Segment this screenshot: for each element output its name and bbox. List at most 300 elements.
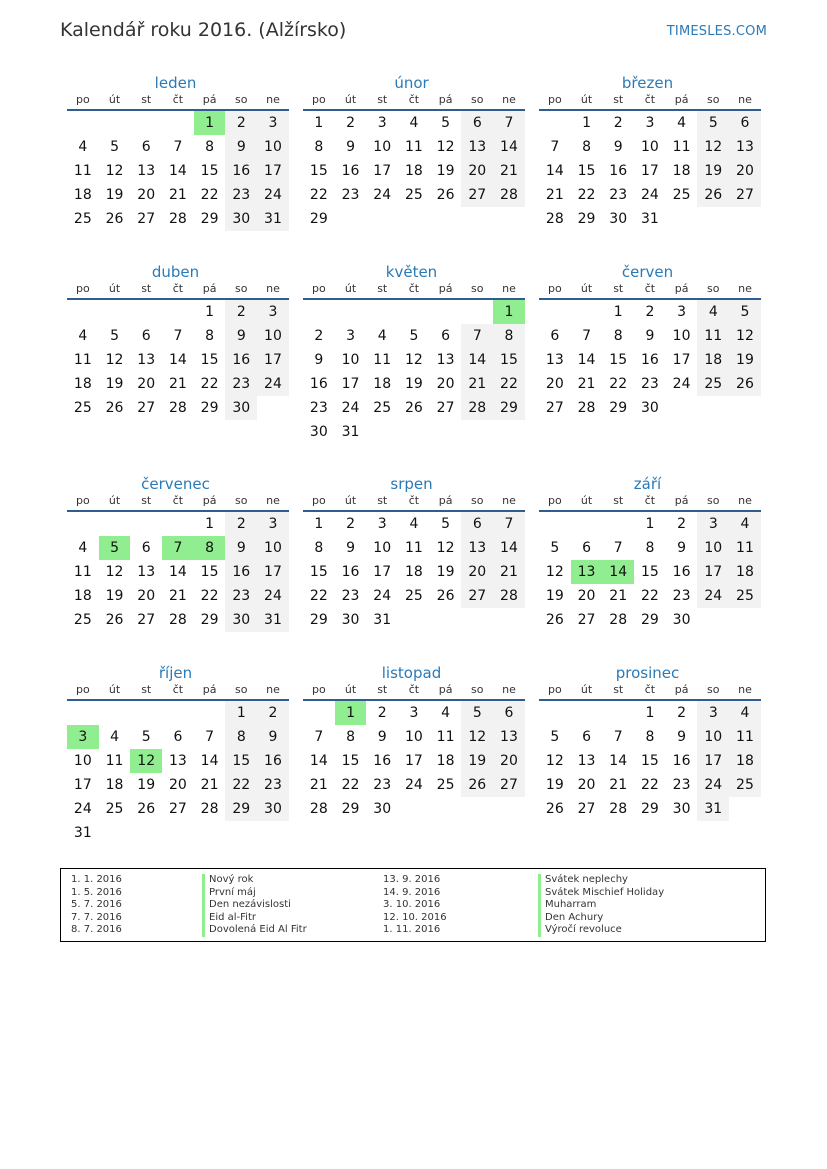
day-cell: 5 xyxy=(110,328,119,344)
day-cell: 6 xyxy=(141,139,151,155)
day-cell: 7 xyxy=(461,324,493,348)
day-cell: 5 xyxy=(441,115,451,131)
empty-cell xyxy=(461,207,493,231)
day-cell: 26 xyxy=(729,372,761,396)
day-cell: 4 xyxy=(110,729,119,745)
day-cell: 21 xyxy=(168,588,187,604)
month-červen xyxy=(539,261,761,420)
weekday-label: st xyxy=(141,282,152,295)
day-cell: 4 xyxy=(697,300,729,324)
day-cell: 29 xyxy=(577,211,596,227)
day-cell: 5 xyxy=(441,516,451,532)
month-name: leden xyxy=(154,74,197,92)
day-cell: 10 xyxy=(257,536,289,560)
day-cell: 9 xyxy=(225,536,257,560)
holiday-name: Výročí revoluce xyxy=(538,924,664,937)
weekday-label: čt xyxy=(644,683,656,696)
day-cell: 25 xyxy=(436,777,455,793)
day-cell: 23 xyxy=(341,588,360,604)
empty-cell xyxy=(257,396,289,420)
site-link[interactable]: TIMESLES.COM xyxy=(666,24,767,39)
day-cell: 14 xyxy=(493,135,525,159)
empty-cell xyxy=(130,701,162,725)
day-cell: 7 xyxy=(613,729,623,745)
holiday-date: 5. 7. 2016 xyxy=(71,899,122,910)
day-cell: 21 xyxy=(493,159,525,183)
day-cell: 30 xyxy=(640,400,659,416)
weekday-label: so xyxy=(235,494,248,507)
weekday-label: so xyxy=(471,282,484,295)
day-cell: 27 xyxy=(577,612,596,628)
weekday-label: pá xyxy=(438,93,453,106)
day-cell: 12 xyxy=(105,564,124,580)
day-cell: 31 xyxy=(257,608,289,632)
day-cell: 11 xyxy=(729,536,761,560)
holiday-name: Den Achury xyxy=(538,912,664,925)
day-cell: 13 xyxy=(137,163,156,179)
day-cell: 16 xyxy=(225,348,257,372)
day-cell: 21 xyxy=(168,187,187,203)
day-cell: 10 xyxy=(257,324,289,348)
month-listopad xyxy=(303,662,525,821)
month-prosinec xyxy=(539,662,761,821)
day-cell: 28 xyxy=(461,396,493,420)
day-cell: 2 xyxy=(346,115,355,131)
day-cell: 15 xyxy=(640,753,659,769)
month-name: únor xyxy=(394,74,429,92)
day-cell: 4 xyxy=(78,540,88,556)
day-cell: 15 xyxy=(640,564,659,580)
day-cell: 27 xyxy=(436,400,455,416)
day-cell: 18 xyxy=(404,564,423,580)
empty-cell xyxy=(67,701,99,725)
day-cell: 21 xyxy=(309,777,328,793)
day-cell: 24 xyxy=(640,187,659,203)
empty-cell xyxy=(602,701,634,725)
day-cell: 4 xyxy=(729,512,761,536)
day-cell: 21 xyxy=(168,376,187,392)
day-cell: 13 xyxy=(577,753,596,769)
holiday-name: Svátek neplechy xyxy=(538,874,664,887)
day-grid xyxy=(67,111,289,231)
weekday-label: so xyxy=(707,282,720,295)
day-cell: 18 xyxy=(436,753,455,769)
day-cell: 18 xyxy=(105,777,124,793)
weekday-label: st xyxy=(377,282,388,295)
weekday-label: po xyxy=(547,494,562,507)
day-cell: 17 xyxy=(697,749,729,773)
empty-cell xyxy=(430,420,462,444)
weekday-label: so xyxy=(235,282,248,295)
day-cell: 23 xyxy=(309,400,328,416)
empty-cell xyxy=(398,608,430,632)
day-cell: 4 xyxy=(677,115,687,131)
day-cell: 22 xyxy=(200,187,219,203)
weekday-label: čt xyxy=(408,282,420,295)
day-cell: 7 xyxy=(582,328,591,344)
empty-cell xyxy=(303,300,335,324)
empty-cell xyxy=(539,300,571,324)
day-cell: 1 xyxy=(645,705,655,721)
day-cell: 3 xyxy=(257,300,289,324)
day-cell: 2 xyxy=(613,115,623,131)
empty-cell xyxy=(398,300,430,324)
weekday-label: ne xyxy=(266,494,280,507)
day-cell: 10 xyxy=(672,328,691,344)
day-cell: 17 xyxy=(341,376,360,392)
empty-cell xyxy=(335,300,367,324)
day-cell: 17 xyxy=(257,348,289,372)
empty-cell xyxy=(366,300,398,324)
day-cell: 18 xyxy=(729,749,761,773)
day-cell: 23 xyxy=(225,183,257,207)
legend-dates-right xyxy=(383,874,447,937)
day-cell: 20 xyxy=(137,187,156,203)
day-cell: 4 xyxy=(377,328,387,344)
day-cell: 19 xyxy=(461,749,493,773)
empty-cell xyxy=(571,512,603,536)
weekday-label: po xyxy=(311,93,326,106)
day-cell: 4 xyxy=(441,705,451,721)
day-cell: 30 xyxy=(373,801,392,817)
day-cell: 1 xyxy=(225,701,257,725)
weekday-header xyxy=(303,91,525,111)
day-cell: 27 xyxy=(461,183,493,207)
day-cell: 4 xyxy=(729,701,761,725)
weekday-header xyxy=(67,280,289,300)
day-cell: 6 xyxy=(729,111,761,135)
day-cell: 23 xyxy=(640,376,659,392)
empty-cell xyxy=(162,512,194,536)
day-cell: 2 xyxy=(225,512,257,536)
day-cell: 6 xyxy=(582,729,591,745)
weekday-label: so xyxy=(471,494,484,507)
day-cell: 18 xyxy=(729,560,761,584)
day-cell: 17 xyxy=(404,753,423,769)
weekday-label: čt xyxy=(172,282,184,295)
day-cell: 16 xyxy=(341,163,360,179)
weekday-header xyxy=(67,681,289,701)
day-grid xyxy=(303,300,525,444)
holiday-name: Den nezávislosti xyxy=(202,899,307,912)
day-cell: 28 xyxy=(168,400,187,416)
weekday-label: st xyxy=(613,494,624,507)
day-cell: 7 xyxy=(613,540,623,556)
day-cell: 14 xyxy=(577,352,596,368)
holiday-day: 13 xyxy=(571,560,603,584)
day-cell: 4 xyxy=(78,139,88,155)
month-name: září xyxy=(633,475,662,493)
day-cell: 11 xyxy=(697,324,729,348)
weekday-label: so xyxy=(235,93,248,106)
day-cell: 25 xyxy=(404,588,423,604)
day-cell: 19 xyxy=(105,588,124,604)
weekday-label: ne xyxy=(738,494,752,507)
day-cell: 28 xyxy=(493,584,525,608)
day-cell: 24 xyxy=(73,801,92,817)
day-cell: 2 xyxy=(257,701,289,725)
day-cell: 28 xyxy=(168,612,187,628)
weekday-label: čt xyxy=(172,93,184,106)
day-cell: 1 xyxy=(645,516,655,532)
weekday-label: út xyxy=(580,93,593,106)
day-cell: 28 xyxy=(493,183,525,207)
empty-cell xyxy=(430,608,462,632)
day-cell: 16 xyxy=(640,352,659,368)
weekday-label: ne xyxy=(738,683,752,696)
day-cell: 17 xyxy=(640,163,659,179)
holiday-date: 8. 7. 2016 xyxy=(71,924,122,935)
day-cell: 1 xyxy=(613,304,623,320)
day-cell: 16 xyxy=(609,163,628,179)
page-title: Kalendář roku 2016. (Alžírsko) xyxy=(60,19,347,41)
empty-cell xyxy=(539,512,571,536)
day-cell: 27 xyxy=(137,211,156,227)
month-srpen xyxy=(303,473,525,632)
day-cell: 15 xyxy=(309,163,328,179)
empty-cell xyxy=(493,797,525,821)
day-cell: 4 xyxy=(409,115,419,131)
day-cell: 23 xyxy=(341,187,360,203)
day-cell: 24 xyxy=(697,584,729,608)
empty-cell xyxy=(162,111,194,135)
day-cell: 28 xyxy=(200,801,219,817)
day-cell: 10 xyxy=(341,352,360,368)
day-cell: 14 xyxy=(545,163,564,179)
day-cell: 10 xyxy=(697,725,729,749)
weekday-label: ne xyxy=(738,93,752,106)
month-name: prosinec xyxy=(615,664,680,682)
day-cell: 23 xyxy=(672,588,691,604)
day-cell: 25 xyxy=(73,211,92,227)
weekday-label: ne xyxy=(266,683,280,696)
day-cell: 24 xyxy=(257,372,289,396)
month-name: květen xyxy=(385,263,438,281)
day-cell: 6 xyxy=(173,729,183,745)
day-cell: 19 xyxy=(436,564,455,580)
weekday-label: po xyxy=(311,683,326,696)
day-cell: 26 xyxy=(105,211,124,227)
day-cell: 25 xyxy=(672,187,691,203)
day-cell: 30 xyxy=(609,211,628,227)
empty-cell xyxy=(697,396,729,420)
empty-cell xyxy=(729,797,761,821)
day-cell: 9 xyxy=(377,729,387,745)
day-cell: 5 xyxy=(409,328,419,344)
day-cell: 16 xyxy=(225,560,257,584)
empty-cell xyxy=(225,821,257,845)
weekday-label: pá xyxy=(438,282,453,295)
day-cell: 29 xyxy=(200,211,219,227)
day-grid xyxy=(539,111,761,231)
day-cell: 13 xyxy=(461,135,493,159)
day-cell: 30 xyxy=(225,608,257,632)
empty-cell xyxy=(67,512,99,536)
day-cell: 31 xyxy=(697,797,729,821)
day-cell: 7 xyxy=(493,512,525,536)
day-cell: 31 xyxy=(341,424,360,440)
day-cell: 29 xyxy=(640,801,659,817)
empty-cell xyxy=(162,701,194,725)
day-cell: 31 xyxy=(373,612,392,628)
day-cell: 20 xyxy=(493,749,525,773)
day-cell: 20 xyxy=(577,777,596,793)
day-cell: 9 xyxy=(225,135,257,159)
day-cell: 2 xyxy=(225,300,257,324)
day-cell: 20 xyxy=(137,588,156,604)
day-cell: 8 xyxy=(205,328,215,344)
day-cell: 26 xyxy=(137,801,156,817)
weekday-label: út xyxy=(580,683,593,696)
day-cell: 24 xyxy=(341,400,360,416)
day-cell: 8 xyxy=(205,139,215,155)
day-cell: 17 xyxy=(257,159,289,183)
day-cell: 28 xyxy=(609,612,628,628)
weekday-label: st xyxy=(377,494,388,507)
empty-cell xyxy=(67,300,99,324)
day-cell: 19 xyxy=(436,163,455,179)
month-leden xyxy=(67,72,289,231)
weekday-label: so xyxy=(707,683,720,696)
day-grid xyxy=(67,512,289,632)
weekday-label: čt xyxy=(408,494,420,507)
day-cell: 22 xyxy=(640,588,659,604)
day-cell: 28 xyxy=(609,801,628,817)
empty-cell xyxy=(194,701,226,725)
month-name: říjen xyxy=(158,664,193,682)
day-cell: 24 xyxy=(672,376,691,392)
weekday-label: čt xyxy=(644,494,656,507)
day-cell: 3 xyxy=(377,516,387,532)
day-cell: 13 xyxy=(137,352,156,368)
empty-cell xyxy=(130,300,162,324)
day-cell: 16 xyxy=(672,564,691,580)
day-cell: 4 xyxy=(78,328,88,344)
day-cell: 11 xyxy=(73,163,92,179)
day-cell: 30 xyxy=(225,207,257,231)
holiday-day: 7 xyxy=(162,536,194,560)
day-grid xyxy=(539,701,761,821)
day-cell: 5 xyxy=(550,540,560,556)
holiday-day: 1 xyxy=(194,111,226,135)
day-cell: 2 xyxy=(346,516,355,532)
weekday-label: čt xyxy=(408,683,420,696)
day-cell: 8 xyxy=(225,725,257,749)
weekday-header xyxy=(303,492,525,512)
day-cell: 1 xyxy=(314,516,324,532)
day-cell: 22 xyxy=(200,376,219,392)
day-cell: 25 xyxy=(729,773,761,797)
weekday-header xyxy=(67,91,289,111)
holiday-date: 14. 9. 2016 xyxy=(383,886,441,898)
day-cell: 3 xyxy=(645,115,655,131)
holiday-day: 3 xyxy=(67,725,99,749)
weekday-label: pá xyxy=(202,683,217,696)
day-cell: 26 xyxy=(436,588,455,604)
holiday-day: 8 xyxy=(194,536,226,560)
day-cell: 10 xyxy=(373,540,392,556)
weekday-header xyxy=(539,91,761,111)
day-cell: 25 xyxy=(373,400,392,416)
day-cell: 1 xyxy=(314,115,324,131)
day-grid xyxy=(67,701,289,845)
weekday-label: st xyxy=(377,683,388,696)
day-cell: 11 xyxy=(73,352,92,368)
weekday-header xyxy=(67,492,289,512)
legend-dates-left xyxy=(71,874,122,937)
day-cell: 21 xyxy=(545,187,564,203)
day-cell: 17 xyxy=(697,560,729,584)
day-cell: 5 xyxy=(141,729,151,745)
day-cell: 19 xyxy=(545,588,564,604)
day-cell: 26 xyxy=(105,612,124,628)
weekday-header xyxy=(539,280,761,300)
empty-cell xyxy=(697,608,729,632)
day-cell: 30 xyxy=(225,396,257,420)
day-cell: 12 xyxy=(436,139,455,155)
day-cell: 4 xyxy=(409,516,419,532)
empty-cell xyxy=(398,797,430,821)
day-cell: 3 xyxy=(697,701,729,725)
weekday-label: po xyxy=(547,683,562,696)
day-cell: 15 xyxy=(200,352,219,368)
day-cell: 7 xyxy=(205,729,215,745)
day-cell: 8 xyxy=(314,540,324,556)
day-cell: 7 xyxy=(314,729,324,745)
day-cell: 5 xyxy=(729,300,761,324)
day-cell: 12 xyxy=(105,352,124,368)
day-cell: 25 xyxy=(105,801,124,817)
weekday-label: pá xyxy=(438,494,453,507)
holiday-date: 1. 1. 2016 xyxy=(71,874,122,885)
day-cell: 22 xyxy=(609,376,628,392)
empty-cell xyxy=(99,512,131,536)
legend-names-left xyxy=(202,874,307,937)
day-cell: 16 xyxy=(225,159,257,183)
day-cell: 9 xyxy=(257,725,289,749)
day-cell: 2 xyxy=(677,516,687,532)
day-cell: 6 xyxy=(141,540,151,556)
day-cell: 11 xyxy=(672,139,691,155)
weekday-label: pá xyxy=(674,93,689,106)
weekday-header xyxy=(539,492,761,512)
weekday-label: čt xyxy=(172,683,184,696)
day-cell: 14 xyxy=(168,163,187,179)
weekday-label: ne xyxy=(502,93,516,106)
day-cell: 30 xyxy=(257,797,289,821)
holiday-date: 3. 10. 2016 xyxy=(383,899,441,910)
day-cell: 12 xyxy=(545,564,564,580)
weekday-label: út xyxy=(108,93,121,106)
day-cell: 17 xyxy=(672,352,691,368)
day-cell: 22 xyxy=(200,588,219,604)
weekday-label: út xyxy=(580,494,593,507)
day-cell: 9 xyxy=(645,328,655,344)
day-cell: 9 xyxy=(346,540,355,556)
empty-cell xyxy=(729,396,761,420)
weekday-label: po xyxy=(75,282,90,295)
day-cell: 27 xyxy=(577,801,596,817)
day-cell: 12 xyxy=(436,540,455,556)
day-cell: 9 xyxy=(314,352,324,368)
day-cell: 19 xyxy=(697,159,729,183)
empty-cell xyxy=(130,821,162,845)
day-cell: 14 xyxy=(200,753,219,769)
day-grid xyxy=(303,111,525,231)
day-cell: 6 xyxy=(461,512,493,536)
day-cell: 26 xyxy=(697,183,729,207)
empty-cell xyxy=(571,300,603,324)
